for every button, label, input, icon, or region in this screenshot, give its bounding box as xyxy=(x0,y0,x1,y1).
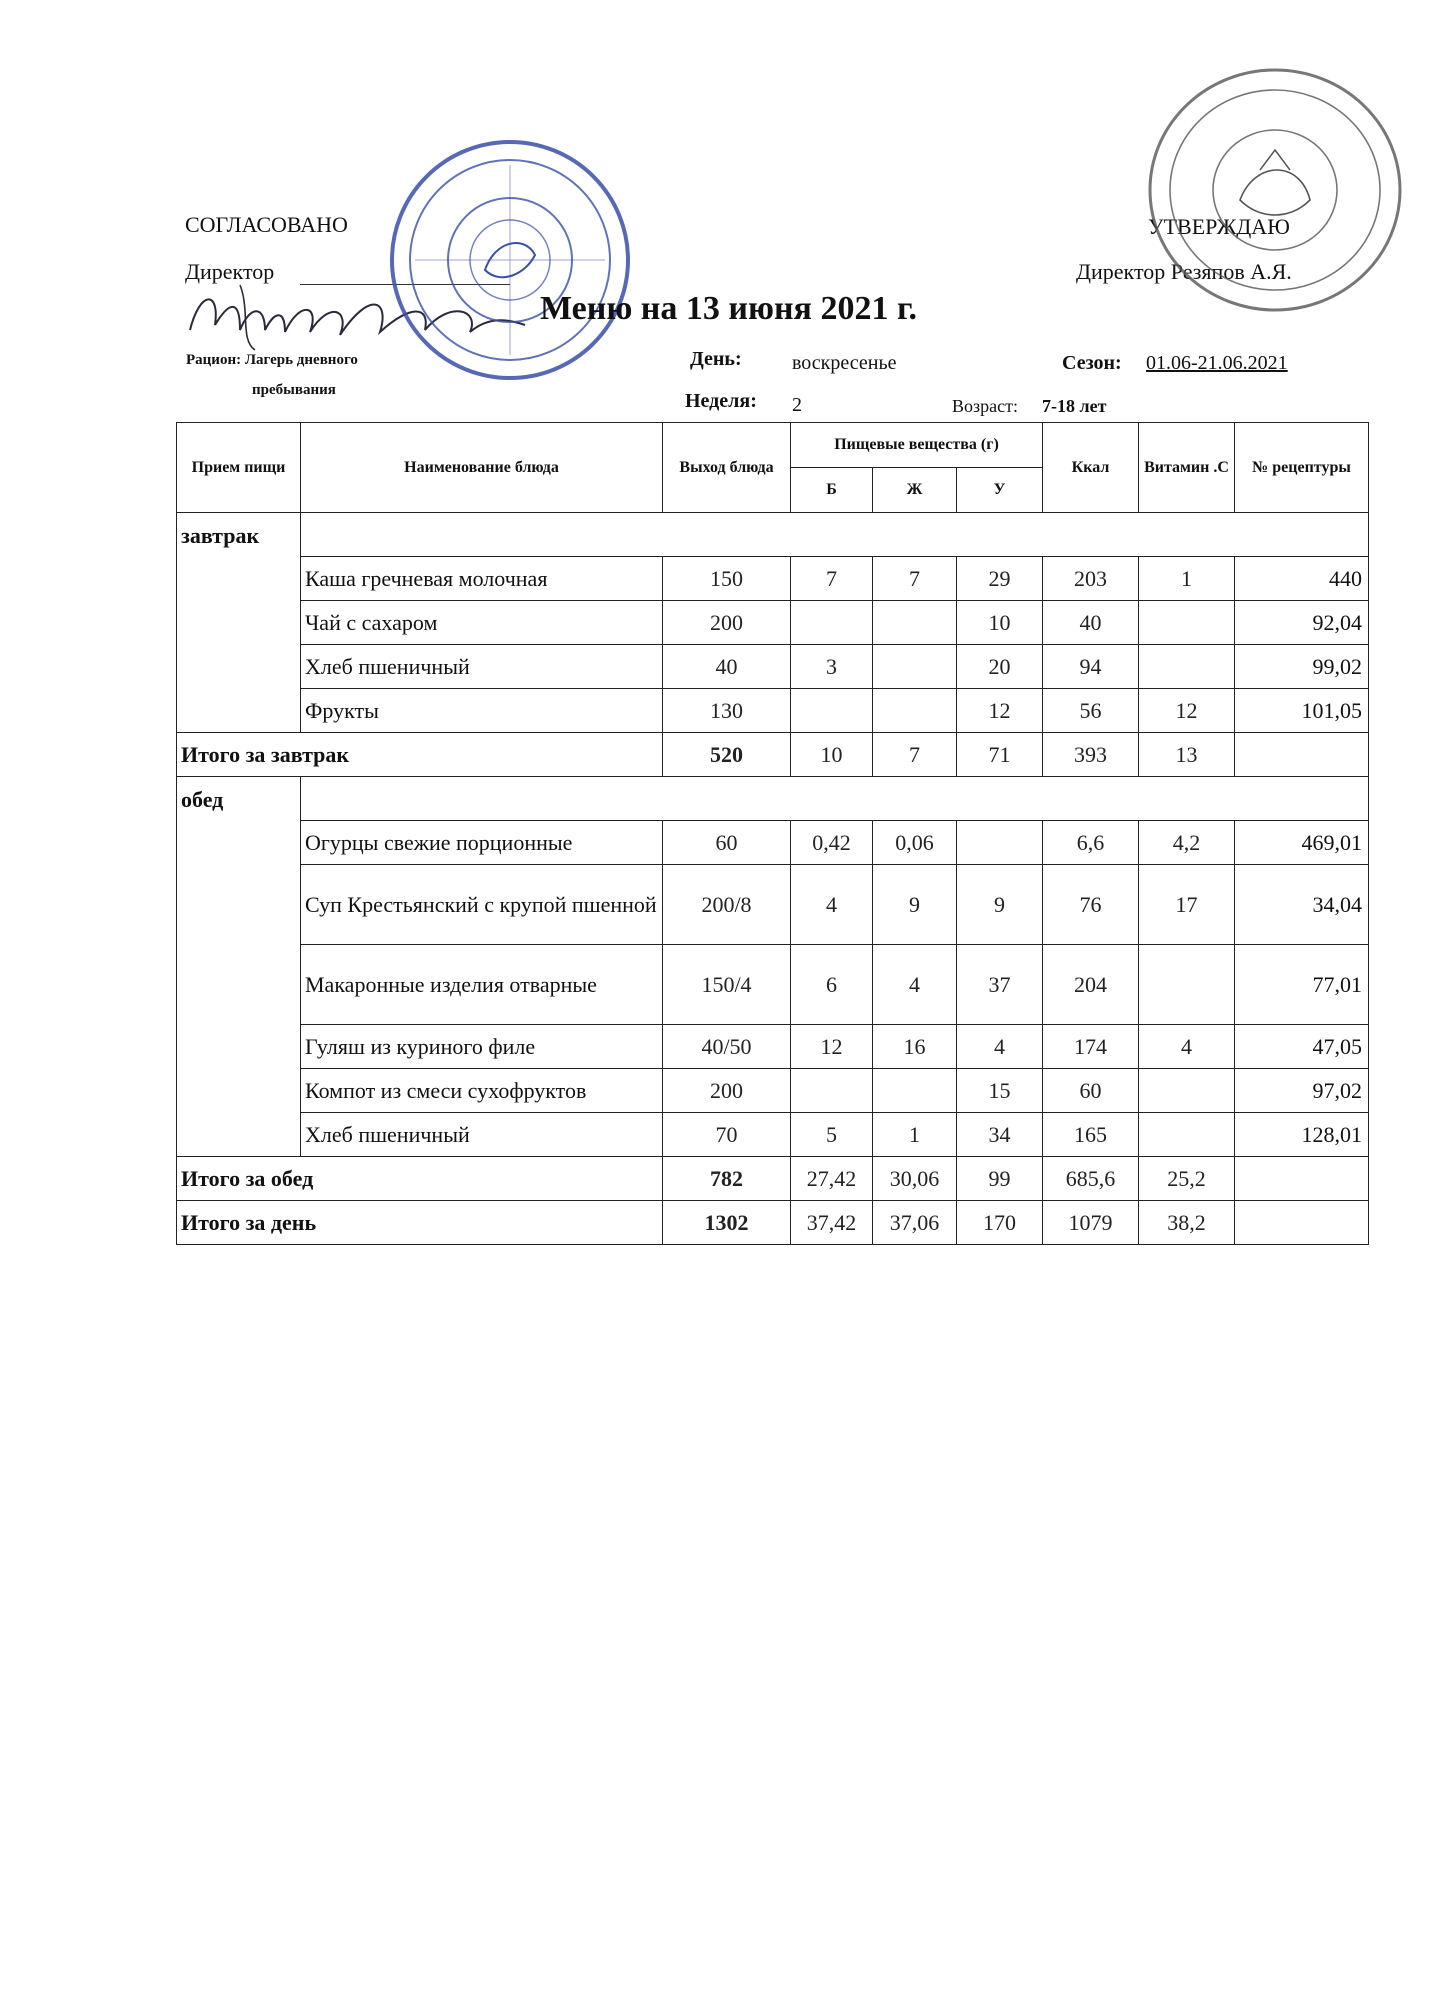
section-spacer xyxy=(301,513,1369,557)
ration-label: Рацион: Лагерь дневного xyxy=(186,352,358,368)
header-u: У xyxy=(957,468,1043,513)
dish-b: 4 xyxy=(791,865,873,945)
total-row-lunch xyxy=(177,1157,1369,1201)
total-row-day xyxy=(177,1201,1369,1245)
dish-u: 37 xyxy=(957,945,1043,1025)
total-b: 37,42 xyxy=(791,1201,873,1245)
total-vitc: 13 xyxy=(1139,733,1235,777)
breakfast-section-row xyxy=(177,513,1369,557)
day-value: воскресенье xyxy=(792,352,897,374)
week-value: 2 xyxy=(792,394,802,416)
director-stamp-image xyxy=(1140,60,1410,320)
dish-u: 10 xyxy=(957,601,1043,645)
dish-yield: 130 xyxy=(663,689,791,733)
header-yield: Выход блюда xyxy=(663,423,791,513)
dish-kcal: 174 xyxy=(1043,1025,1139,1069)
total-kcal: 393 xyxy=(1043,733,1139,777)
total-kcal: 1079 xyxy=(1043,1201,1139,1245)
menu-table xyxy=(176,422,1369,1245)
dish-zh: 1 xyxy=(873,1113,957,1157)
total-recipe-empty xyxy=(1235,1201,1369,1245)
table-row xyxy=(177,821,1369,865)
school-stamp-image xyxy=(385,135,635,385)
dish-recipe: 92,04 xyxy=(1235,601,1369,645)
dish-b xyxy=(791,601,873,645)
total-label: Итого за завтрак xyxy=(177,733,663,777)
dish-b: 5 xyxy=(791,1113,873,1157)
dish-b: 6 xyxy=(791,945,873,1025)
dish-recipe: 77,01 xyxy=(1235,945,1369,1025)
total-kcal: 685,6 xyxy=(1043,1157,1139,1201)
section-spacer xyxy=(301,777,1369,821)
table-row xyxy=(177,557,1369,601)
dish-kcal: 94 xyxy=(1043,645,1139,689)
total-u: 170 xyxy=(957,1201,1043,1245)
total-label: Итого за день xyxy=(177,1201,663,1245)
dish-vitc xyxy=(1139,645,1235,689)
dish-name: Суп Крестьянский с крупой пшенной xyxy=(301,865,663,945)
dish-yield: 200 xyxy=(663,1069,791,1113)
dish-b: 12 xyxy=(791,1025,873,1069)
dish-vitc: 17 xyxy=(1139,865,1235,945)
dish-b xyxy=(791,1069,873,1113)
dish-yield: 150 xyxy=(663,557,791,601)
dish-kcal: 56 xyxy=(1043,689,1139,733)
dish-name: Компот из смеси сухофруктов xyxy=(301,1069,663,1113)
total-u: 99 xyxy=(957,1157,1043,1201)
dish-yield: 150/4 xyxy=(663,945,791,1025)
dish-yield: 40 xyxy=(663,645,791,689)
total-recipe-empty xyxy=(1235,733,1369,777)
dish-b: 0,42 xyxy=(791,821,873,865)
table-row xyxy=(177,945,1369,1025)
total-u: 71 xyxy=(957,733,1043,777)
dish-yield: 200 xyxy=(663,601,791,645)
header-recipe: № рецептуры xyxy=(1235,423,1369,513)
dish-u: 12 xyxy=(957,689,1043,733)
header-zh: Ж xyxy=(873,468,957,513)
lunch-section-row xyxy=(177,777,1369,821)
dish-u: 9 xyxy=(957,865,1043,945)
dish-recipe: 469,01 xyxy=(1235,821,1369,865)
dish-recipe: 128,01 xyxy=(1235,1113,1369,1157)
dish-b xyxy=(791,689,873,733)
dish-zh xyxy=(873,645,957,689)
dish-name: Огурцы свежие порционные xyxy=(301,821,663,865)
header-row xyxy=(177,423,1369,468)
dish-u xyxy=(957,821,1043,865)
total-b: 27,42 xyxy=(791,1157,873,1201)
dish-zh xyxy=(873,601,957,645)
table-row xyxy=(177,601,1369,645)
dish-vitc: 12 xyxy=(1139,689,1235,733)
dish-kcal: 76 xyxy=(1043,865,1139,945)
total-yield: 782 xyxy=(663,1157,791,1201)
dish-zh xyxy=(873,689,957,733)
season-value: 01.06-21.06.2021 xyxy=(1146,352,1288,374)
meal-label-breakfast: завтрак xyxy=(177,513,301,733)
dish-name: Хлеб пшеничный xyxy=(301,1113,663,1157)
dish-yield: 200/8 xyxy=(663,865,791,945)
header-dish: Наименование блюда xyxy=(301,423,663,513)
dish-zh: 0,06 xyxy=(873,821,957,865)
day-label: День: xyxy=(690,348,742,370)
table-row xyxy=(177,865,1369,945)
ration-label-2: пребывания xyxy=(252,382,336,398)
total-row-breakfast xyxy=(177,733,1369,777)
approved-role: Директор xyxy=(185,259,275,284)
dish-recipe: 99,02 xyxy=(1235,645,1369,689)
confirmed-label: УТВЕРЖДАЮ xyxy=(1148,214,1290,239)
total-yield: 520 xyxy=(663,733,791,777)
approved-label: СОГЛАСОВАНО xyxy=(185,212,348,237)
dish-u: 34 xyxy=(957,1113,1043,1157)
dish-zh: 7 xyxy=(873,557,957,601)
age-value: 7-18 лет xyxy=(1042,396,1107,416)
week-label: Неделя: xyxy=(685,390,757,412)
page-title: Меню на 13 июня 2021 г. xyxy=(540,290,918,327)
dish-zh: 4 xyxy=(873,945,957,1025)
meal-label-lunch: обед xyxy=(177,777,301,1157)
dish-b: 3 xyxy=(791,645,873,689)
header-kcal: Ккал xyxy=(1043,423,1139,513)
total-recipe-empty xyxy=(1235,1157,1369,1201)
table-row xyxy=(177,1025,1369,1069)
dish-name: Фрукты xyxy=(301,689,663,733)
dish-recipe: 47,05 xyxy=(1235,1025,1369,1069)
dish-name: Чай с сахаром xyxy=(301,601,663,645)
dish-zh: 9 xyxy=(873,865,957,945)
dish-vitc xyxy=(1139,601,1235,645)
dish-name: Гуляш из куриного филе xyxy=(301,1025,663,1069)
table-row xyxy=(177,645,1369,689)
dish-u: 29 xyxy=(957,557,1043,601)
dish-name: Каша гречневая молочная xyxy=(301,557,663,601)
dish-u: 20 xyxy=(957,645,1043,689)
total-zh: 30,06 xyxy=(873,1157,957,1201)
dish-kcal: 40 xyxy=(1043,601,1139,645)
dish-recipe: 101,05 xyxy=(1235,689,1369,733)
header-b: Б xyxy=(791,468,873,513)
table-row xyxy=(177,1113,1369,1157)
total-b: 10 xyxy=(791,733,873,777)
dish-yield: 70 xyxy=(663,1113,791,1157)
header-vitc: Витамин .С xyxy=(1139,423,1235,513)
dish-zh xyxy=(873,1069,957,1113)
dish-kcal: 204 xyxy=(1043,945,1139,1025)
dish-vitc xyxy=(1139,945,1235,1025)
dish-b: 7 xyxy=(791,557,873,601)
dish-vitc xyxy=(1139,1113,1235,1157)
dish-name: Макаронные изделия отварные xyxy=(301,945,663,1025)
dish-kcal: 203 xyxy=(1043,557,1139,601)
dish-recipe: 440 xyxy=(1235,557,1369,601)
dish-kcal: 6,6 xyxy=(1043,821,1139,865)
dish-recipe: 34,04 xyxy=(1235,865,1369,945)
dish-vitc: 4 xyxy=(1139,1025,1235,1069)
dish-yield: 40/50 xyxy=(663,1025,791,1069)
total-vitc: 25,2 xyxy=(1139,1157,1235,1201)
age-label: Возраст: xyxy=(952,396,1018,416)
dish-recipe: 97,02 xyxy=(1235,1069,1369,1113)
season-label: Сезон: xyxy=(1062,352,1122,374)
total-vitc: 38,2 xyxy=(1139,1201,1235,1245)
confirmed-role: Директор Резяпов А.Я. xyxy=(1076,259,1292,284)
dish-kcal: 60 xyxy=(1043,1069,1139,1113)
dish-vitc: 1 xyxy=(1139,557,1235,601)
total-zh: 7 xyxy=(873,733,957,777)
dish-name: Хлеб пшеничный xyxy=(301,645,663,689)
dish-u: 15 xyxy=(957,1069,1043,1113)
dish-kcal: 165 xyxy=(1043,1113,1139,1157)
total-label: Итого за обед xyxy=(177,1157,663,1201)
dish-yield: 60 xyxy=(663,821,791,865)
header-meal: Прием пищи xyxy=(177,423,301,513)
dish-u: 4 xyxy=(957,1025,1043,1069)
total-yield: 1302 xyxy=(663,1201,791,1245)
dish-vitc xyxy=(1139,1069,1235,1113)
dish-zh: 16 xyxy=(873,1025,957,1069)
table-row xyxy=(177,689,1369,733)
total-zh: 37,06 xyxy=(873,1201,957,1245)
dish-vitc: 4,2 xyxy=(1139,821,1235,865)
header-nutrients: Пищевые вещества (г) xyxy=(791,423,1043,468)
table-row xyxy=(177,1069,1369,1113)
